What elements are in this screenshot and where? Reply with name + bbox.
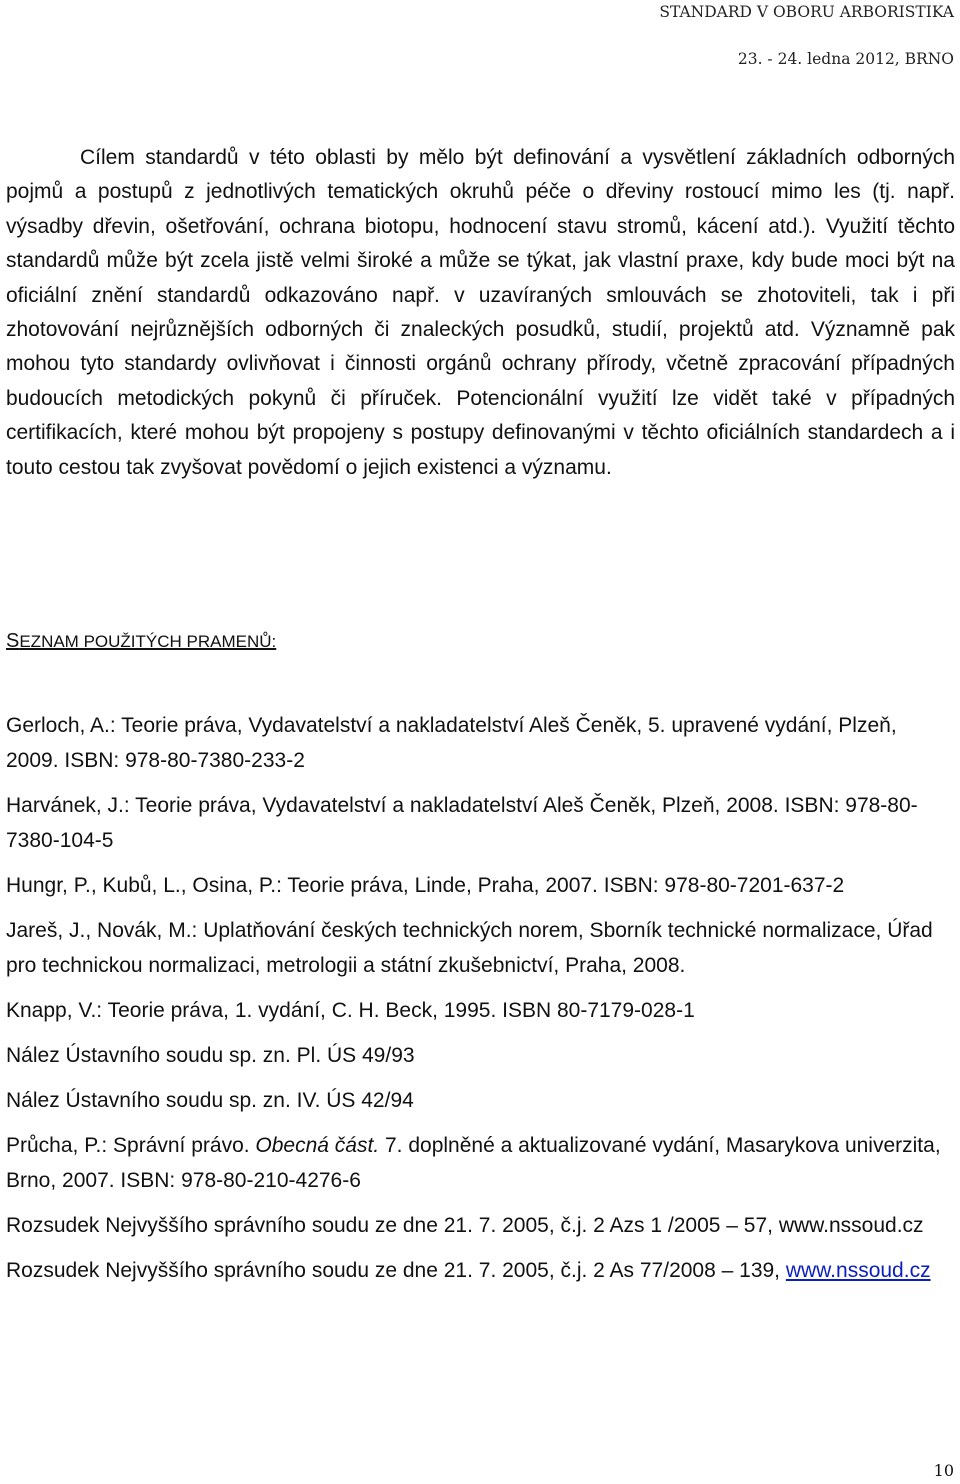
header-title: STANDARD V OBORU ARBORISTIKA [659, 3, 954, 21]
section-title-rest: EZNAM POUŽITÝCH PRAMENŮ: [19, 632, 277, 651]
reference-item: Harvánek, J.: Teorie práva, Vydavatelství a nakladatelství Aleš Čeněk, Plzeň, 2008. ISBN: 978-80-7380-104-5 [6, 794, 918, 852]
reference-item: Gerloch, A.: Teorie práva, Vydavatelství a nakladatelství Aleš Čeněk, 5. upravené vydání, Plzeň, 2009. ISBN: 978-80-7380-233-2 [6, 714, 897, 772]
reference-item-nss-2 [6, 1253, 955, 1288]
nssoud-link[interactable]: www.nssoud.cz [785, 1259, 931, 1282]
reference-item: Nález Ústavního soudu sp. zn. IV. ÚS 42/94 [6, 1089, 414, 1112]
reference-item-nss-1: Rozsudek Nejvyššího správního soudu ze dne 21. 7. 2005, č.j. 2 Azs 1 /2005 – 57, www.nssoud.cz [6, 1214, 924, 1237]
reference-list [6, 708, 955, 1298]
intro-paragraph: Cílem standardů v této oblasti by mělo být definování a vysvětlení základních odborných pojmů a postupů z jednotlivých tematických okruhů péče o dřeviny rostoucí mimo les (tj. např. výsadby dřevin, ošetřování, ochrana biotopu, hodnocení stavu stromů, kácení atd.). Využití těchto standardů může být zcela jistě velmi široké a může se týkat, jak vlastní praxe, kdy bude moci být na oficiální znění standardů odkazováno např. v uzavíraných smlouvách se zhotoviteli, tak i při zhotovování nejrůznějších odborných či znaleckých posudků, studií, projektů atd. Významně pak mohou tyto standardy ovlivňovat i činnosti orgánů ochrany přírody, včetně zpracování případných budoucích metodických pokynů či příruček. Potencionální využití lze vidět také v případných certifikacích, které mohou být propojeny s postupy definovanými v těchto oficiálních standardech a i touto cestou tak zvyšovat povědomí o jejich existenci a významu. [6, 146, 955, 479]
reference-nss-2-text: Rozsudek Nejvyššího správního soudu ze dne 21. 7. 2005, č.j. 2 As 77/2008 – 139, [6, 1259, 786, 1282]
section-title [6, 626, 276, 657]
reference-item: Knapp, V.: Teorie práva, 1. vydání, C. H. Beck, 1995. ISBN 80-7179-028-1 [6, 999, 695, 1022]
section-title-initial: S [6, 630, 20, 652]
reference-item-prucha [6, 1128, 955, 1198]
reference-prucha-before: Průcha, P.: Správní právo. [6, 1134, 256, 1157]
reference-prucha-italic: Obecná část. [255, 1134, 380, 1157]
reference-prucha-after: 7. doplněné a aktualizované vydání, Masarykova univerzita, Brno, 2007. ISBN: 978-80-210-4276-6 [6, 1134, 941, 1192]
reference-item: Hungr, P., Kubů, L., Osina, P.: Teorie práva, Linde, Praha, 2007. ISBN: 978-80-7201-637-2 [6, 874, 845, 897]
page-number: 10 [933, 1461, 954, 1480]
reference-item: Nález Ústavního soudu sp. zn. Pl. ÚS 49/93 [6, 1044, 415, 1067]
reference-item: Jareš, J., Novák, M.: Uplatňování českých technických norem, Sborník technické normalizace, Úřad pro technickou normalizaci, metrologii a státní zkušebnictví, Praha, 2008. [6, 919, 933, 977]
header-date: 23. - 24. ledna 2012, BRNO [737, 50, 954, 68]
